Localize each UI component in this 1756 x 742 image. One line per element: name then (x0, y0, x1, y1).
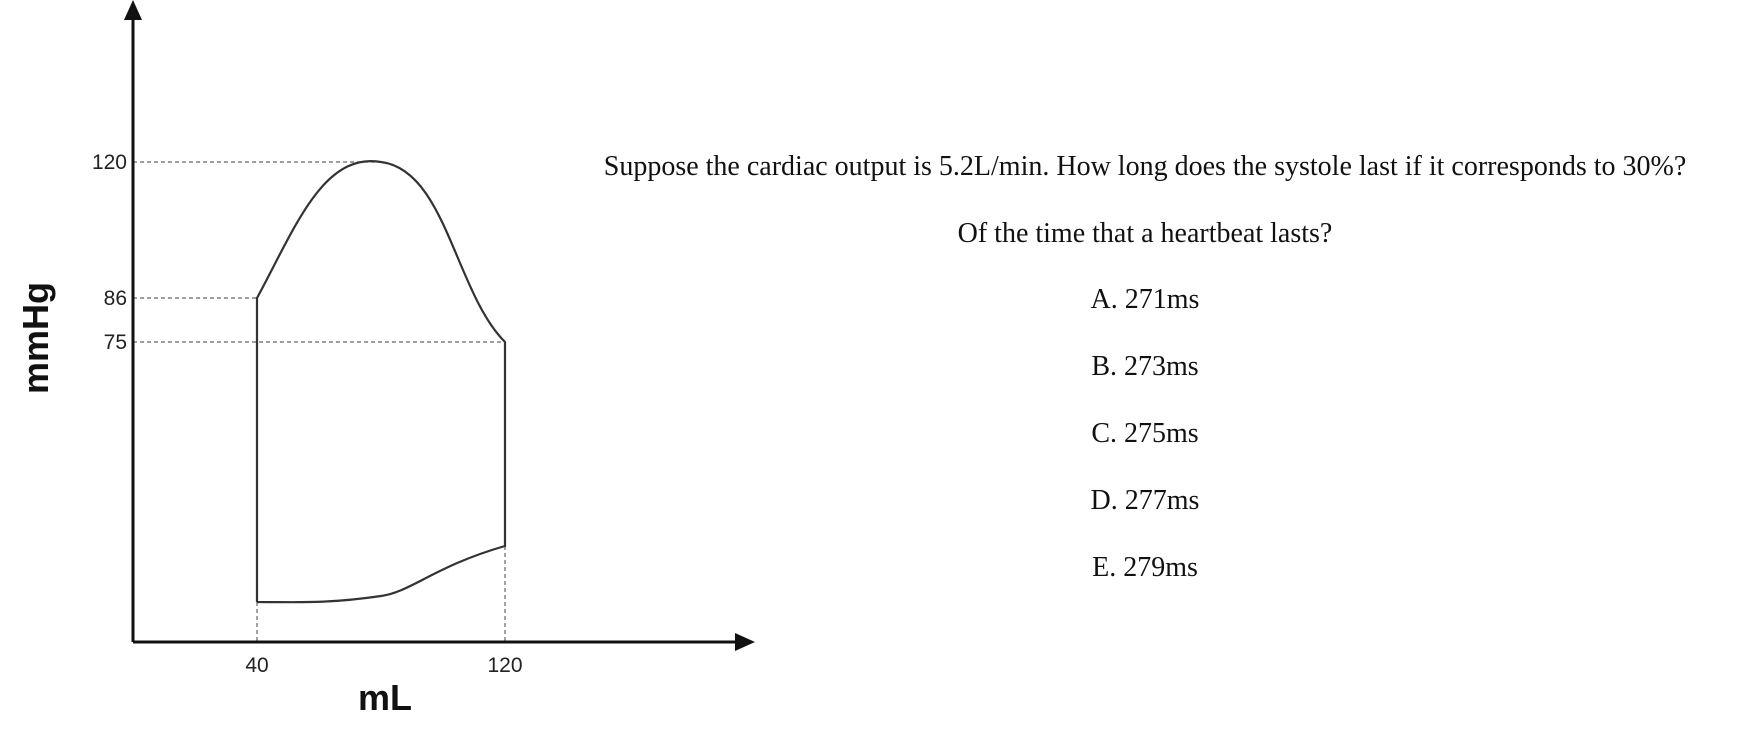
y-tick-label: 120 (91, 151, 127, 174)
x-tick-label: 40 (245, 654, 269, 677)
option-text: 279ms (1123, 552, 1198, 584)
option-text: 277ms (1124, 485, 1200, 517)
question-text-line1: Suppose the cardiac output is 5.2L/min. How long does the systole last if it corresponds to 30%? (603, 151, 1687, 182)
answer-option-b[interactable] (1091, 350, 1198, 384)
option-text: 271ms (1124, 284, 1200, 316)
y-tick-labels (92, 151, 127, 354)
answer-option-c[interactable] (1091, 417, 1198, 451)
x-tick-label: 120 (487, 654, 523, 677)
answer-options (560, 283, 1730, 618)
option-letter: C. (1091, 418, 1117, 450)
x-axis-arrowhead (735, 633, 755, 651)
option-text: 273ms (1124, 351, 1199, 383)
option-letter: B. (1091, 351, 1117, 383)
x-tick-labels (245, 654, 522, 677)
answer-option-e[interactable] (1092, 551, 1198, 585)
guide-lines (133, 162, 505, 642)
y-axis-title: mmHg (15, 281, 56, 395)
y-axis-arrowhead (124, 0, 142, 20)
answer-option-a[interactable] (1091, 283, 1200, 317)
option-letter: E. (1092, 552, 1117, 584)
y-tick-label: 75 (103, 331, 127, 354)
x-axis-title: mL (358, 677, 412, 718)
option-text: 275ms (1124, 418, 1199, 450)
question-block (560, 150, 1730, 618)
y-tick-label: 86 (103, 287, 127, 310)
option-letter: A. (1090, 284, 1118, 316)
answer-option-d[interactable] (1091, 484, 1200, 518)
option-letter: D. (1090, 485, 1118, 517)
pv-loop-curve (257, 161, 505, 602)
question-text-line2: Of the time that a heartbeat lasts? (957, 217, 1333, 249)
